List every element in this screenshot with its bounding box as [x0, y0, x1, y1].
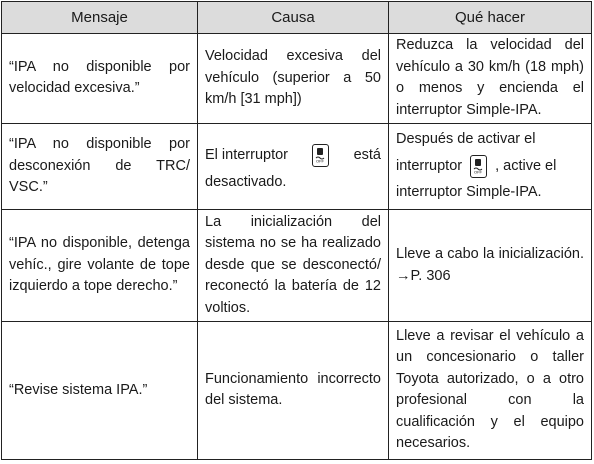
que-hacer-cell: Lleve a cabo la inicialización. →P. 306 [389, 210, 592, 322]
table-row [2, 210, 592, 322]
svg-text:OFF: OFF [316, 158, 325, 164]
causa-text-end: desactivado. [205, 173, 287, 190]
que-hacer-line-2-pre: interruptor [396, 157, 463, 174]
header-causa: Causa [198, 2, 389, 34]
que-hacer-cell: Lleve a revisar el vehículo a un concesionario o taller Toyota autorizado, o a otro profesional con la cualificación y el equipo necesarios. [389, 321, 592, 459]
table-row [2, 34, 592, 124]
causa-text-post: está [353, 146, 381, 163]
que-hacer-line-3: interruptor Simple-IPA. [396, 184, 542, 201]
vsc-off-icon [312, 144, 329, 167]
causa-cell: Funcionamiento incorrecto del sistema. [198, 321, 389, 459]
svg-text:OFF: OFF [474, 169, 483, 174]
que-hacer-cell [389, 123, 592, 210]
que-hacer-cell: Reduzca la velocidad del vehículo a 30 km/h (18 mph) o menos y encienda el interruptor Simple-IPA. [389, 34, 592, 124]
mensaje-cell: “Revise sistema IPA.” [2, 321, 198, 459]
mensaje-cell: “IPA no disponible por desconexión de TRC/ VSC.” [2, 123, 198, 210]
causa-cell: Velocidad excesiva del vehículo (superior a 50 km/h [31 mph]) [198, 34, 389, 124]
vsc-off-icon [470, 155, 487, 178]
header-mensaje: Mensaje [2, 2, 198, 34]
table-row [2, 123, 592, 210]
header-que-hacer: Qué hacer [389, 2, 592, 34]
header-row [2, 2, 592, 34]
que-hacer-line-1: Después de activar el [396, 130, 536, 147]
causa-cell: La inicialización del sistema no se ha realizado desde que se desconectó/ reconectó la batería de 12 voltios. [198, 210, 389, 322]
table-row [2, 321, 592, 459]
causa-cell [198, 123, 389, 210]
mensaje-cell: “IPA no disponible por velocidad excesiva.” [2, 34, 198, 124]
mensaje-cell: “IPA no disponible, detenga vehíc., gire volante de tope izquierdo a tope derecho.” [2, 210, 198, 322]
causa-text-pre: El interruptor [205, 146, 289, 163]
message-table [1, 1, 592, 460]
que-hacer-line-2-post: , active el [495, 157, 557, 174]
